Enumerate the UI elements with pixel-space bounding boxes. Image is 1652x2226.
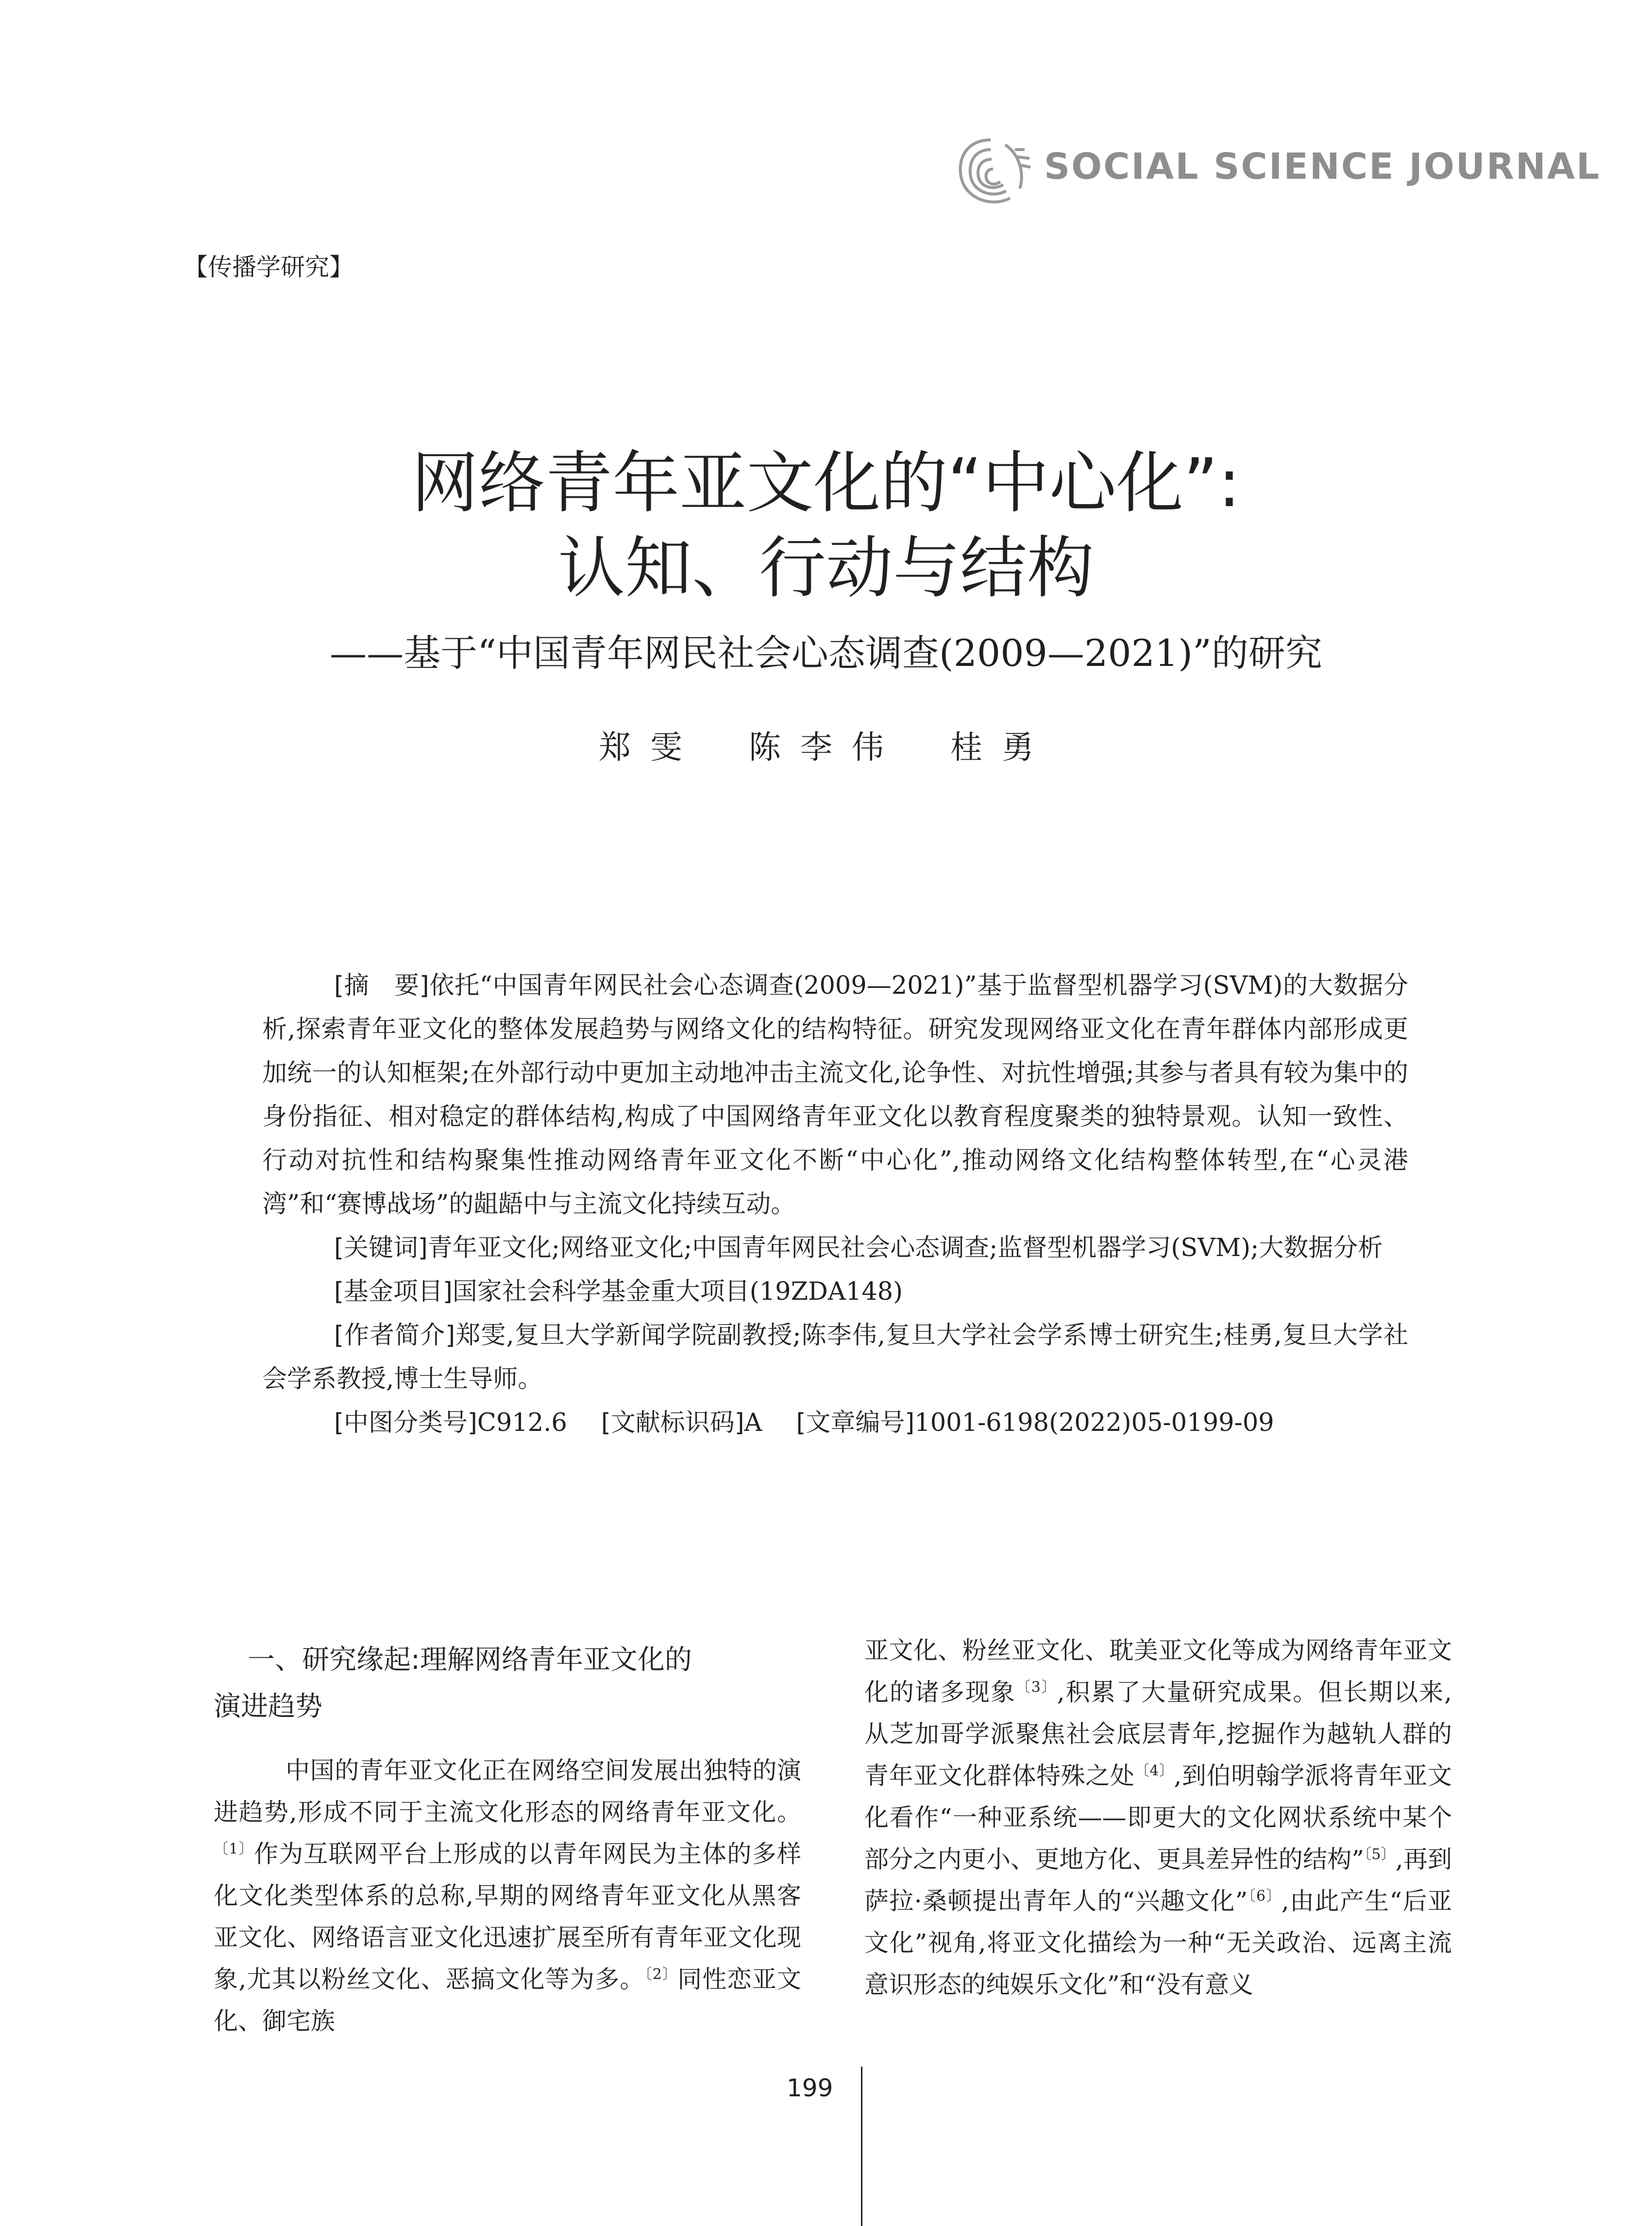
author-list: [0, 721, 1652, 767]
article-title-line1: 网络青年亚文化的“中心化”:: [411, 444, 1241, 522]
author-name: 桂勇: [950, 729, 1053, 766]
doc-code-label: [文献标识码]: [601, 1409, 744, 1437]
funding: [262, 1270, 1408, 1314]
article-number-value: 1001-6198(2022)05-0199-09: [914, 1409, 1274, 1437]
clc-label: [中图分类号]: [334, 1409, 477, 1437]
clc-value: C912.6: [477, 1409, 567, 1437]
abstract-text: 依托“中国青年网民社会心态调查(2009—2021)”基于监督型机器学习(SVM)的大数据分析,探索青年亚文化的整体发展趋势与网络文化的结构特征。研究发现网络亚文化在青年群体内部形成更加统一的认知框架;在外部行动中更加主动地冲击主流文化,论争性、对抗性增强;其参与者具有较为集中的身份指征、相对稳定的群体结构,构成了中国网络青年亚文化以教育程度聚类的独特景观。认知一致性、行动对抗性和结构聚集性推动网络青年亚文化不断“中心化”,推动网络文化结构整体转型,在“心灵港湾”和“赛博战场”的龃龉中与主流文化持续互动。: [262, 971, 1408, 1219]
section-heading-line2: 演进趋势: [214, 1691, 322, 1722]
citation-mark: 〔4〕: [1134, 1762, 1174, 1780]
abstract-block: [262, 964, 1408, 1445]
section-heading: [214, 1637, 801, 1730]
citation-mark: 〔5〕: [1364, 1846, 1396, 1863]
author-name: 陈李伟: [749, 729, 903, 766]
body-paragraph: [864, 1630, 1452, 2005]
article-number-label: [文章编号]: [796, 1409, 915, 1437]
body-paragraph: [214, 1750, 801, 2042]
keywords: [262, 1226, 1408, 1270]
citation-mark: 〔2〕: [644, 1966, 678, 1983]
citation-mark: 〔1〕: [214, 1840, 254, 1858]
journal-emblem-icon: [947, 130, 1034, 218]
article-title-line2: 认知、行动与结构: [557, 529, 1094, 607]
body-text: 作为互联网平台上形成的以青年网民为主体的多样化文化类型体系的总称,早期的网络青年亚文化从黑客亚文化、网络语言亚文化迅速扩展至所有青年亚文化现象,尤其以粉丝文化、恶搞文化等为多。: [214, 1840, 801, 1993]
author-name: 郑雯: [599, 729, 702, 766]
journal-name: SOCIAL SCIENCE JOURNAL: [1044, 146, 1601, 187]
author-bio-text: 郑雯,复旦大学新闻学院副教授;陈李伟,复旦大学社会学系博士研究生;桂勇,复旦大学社会学系教授,博士生导师。: [262, 1321, 1409, 1393]
body-column-right: [864, 1630, 1452, 2005]
doc-code-value: A: [744, 1409, 762, 1437]
body-text: ,积累了大量研究成果。但长期以来,从芝加哥学派聚焦社会底层青年,挖掘作为越轨人群的青年亚文化群体特殊之处: [864, 1678, 1452, 1790]
body-text: ,到伯明翰学派将青年亚文化看作“一种亚系统——即更大的文化网状系统中某个部分之内更小、更地方化、更具差异性的结构”: [864, 1762, 1452, 1873]
abstract: [262, 964, 1408, 1226]
author-bio: [262, 1314, 1408, 1401]
funding-text: 国家社会科学基金重大项目(19ZDA148): [452, 1277, 903, 1306]
section-heading-line1: 一、研究缘起:理解网络青年亚文化的: [248, 1644, 692, 1676]
article-subtitle: ——基于“中国青年网民社会心态调查(2009—2021)”的研究: [330, 631, 1322, 675]
body-text: ,再到萨拉·桑顿提出青年人的“兴趣文化”: [864, 1845, 1452, 1915]
keywords-text: 青年亚文化;网络亚文化;中国青年网民社会心态调查;监督型机器学习(SVM);大数据分析: [427, 1234, 1383, 1262]
classification-row: [262, 1401, 1408, 1445]
abstract-label: [摘 要]: [334, 971, 429, 1000]
funding-label: [基金项目]: [334, 1277, 453, 1306]
body-column-left: [214, 1637, 801, 2042]
author-bio-label: [作者简介]: [334, 1321, 455, 1350]
body-text: 同性恋亚文化、御宅族: [214, 1965, 801, 2035]
body-text: 中国的青年亚文化正在网络空间发展出独特的演进趋势,形成不同于主流文化形态的网络青年亚文化。: [214, 1756, 801, 1826]
keywords-label: [关键词]: [334, 1234, 428, 1262]
body-text: ,由此产生“后亚文化”视角,将亚文化描绘为一种“无关政治、远离主流意识形态的纯娱乐文化”和“没有意义: [864, 1887, 1452, 1999]
column-divider: [861, 2067, 862, 2226]
page-number: 199: [787, 2074, 833, 2102]
citation-mark: 〔6〕: [1247, 1887, 1281, 1905]
section-tag: 【传播学研究】: [184, 253, 354, 281]
citation-mark: 〔3〕: [1015, 1679, 1057, 1696]
body-text: 亚文化、粉丝亚文化、耽美亚文化等成为网络青年亚文化的诸多现象: [864, 1636, 1452, 1706]
